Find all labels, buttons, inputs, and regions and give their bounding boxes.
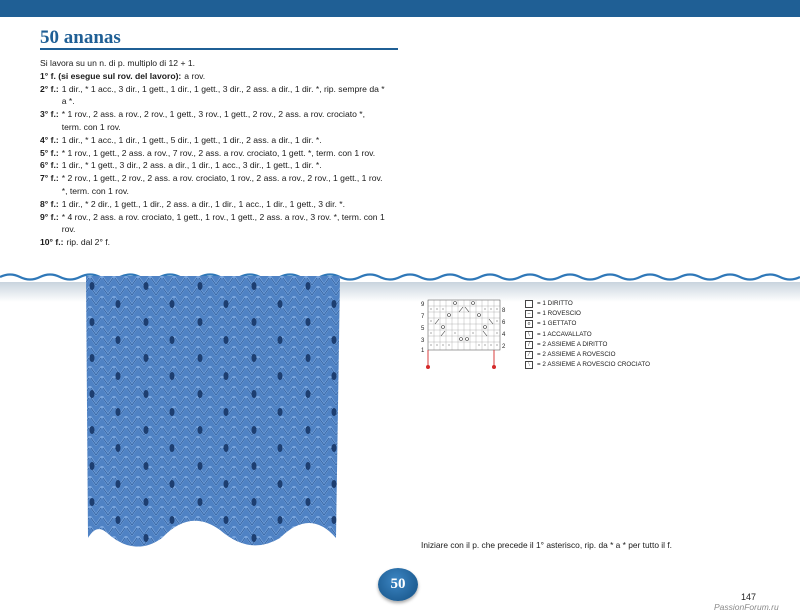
legend-label: = 2 ASSIEME A ROVESCIO (537, 350, 616, 358)
row-6 (40, 159, 385, 172)
chart-row-5: 5 (421, 326, 425, 332)
row-label: 4° f.: (40, 134, 59, 145)
legend-label: = 1 ACCAVALLATO (537, 330, 592, 338)
legend-item (525, 340, 650, 350)
row-text: 1 dir., * 1 gett., 3 dir., 2 ass. a dir., 1 dir., 1 acc., 3 dir., 1 gett., 1 dir. *. (61, 160, 322, 171)
row-label: 6° f.: (40, 160, 59, 171)
row-7 (40, 172, 385, 198)
slash-square-icon: / (525, 341, 533, 349)
row-label: 7° f.: (40, 173, 59, 184)
row-9 (40, 211, 385, 237)
chart-row-2: 2 (502, 344, 506, 350)
pattern-title (40, 27, 121, 49)
legend-label: = 2 ASSIEME A DIRITTO (537, 340, 608, 348)
row-8 (40, 198, 385, 211)
watermark: PassionForum.ru (714, 602, 779, 612)
row-4 (40, 134, 385, 147)
chart-row-4: 4 (502, 332, 506, 338)
instructions-block (40, 57, 385, 249)
row-text: 1 dir., * 1 acc., 3 dir., 1 gett., 1 dir., 1 gett., 3 dir., 2 ass. a dir., 1 dir. *, rip. sempre da * a *. (61, 83, 385, 107)
chart-legend (525, 299, 650, 370)
legend-item (525, 309, 650, 319)
legend-label: = 1 ROVESCIO (537, 310, 581, 318)
row-3 (40, 108, 385, 134)
page-number: 147 (741, 592, 757, 602)
dash-backslash-square-icon: ⧵ (525, 361, 533, 369)
title-divider (40, 48, 398, 50)
circle-square-icon: o (525, 320, 533, 328)
legend-item (525, 299, 650, 309)
dash-square-icon: – (525, 310, 533, 318)
chart-row-7: 7 (421, 314, 425, 320)
row-label: 2° f.: (40, 83, 59, 94)
row-label: 5° f.: (40, 147, 59, 158)
pattern-note: Iniziare con il p. che precede il 1° asterisco, rip. da * a * per tutto il f. (421, 540, 673, 550)
pattern-number-badge: 50 (378, 568, 418, 601)
row-text: * 1 rov., 2 ass. a rov., 2 rov., 1 gett., 3 rov., 1 gett., 2 rov., 2 ass. a rov. crociato *, term. con 1 rov. (61, 109, 366, 132)
legend-item (525, 360, 650, 370)
chart-row-1: 1 (421, 348, 425, 354)
top-banner (0, 0, 800, 17)
row-text: a rov. (184, 70, 206, 81)
row-label: 3° f.: (40, 109, 59, 120)
row-text: * 2 rov., 1 gett., 2 rov., 2 ass. a rov. crociato, 1 rov., 2 ass. a rov., 2 rov., 1 gett., 1 rov. *, term. con 1 rov. (61, 173, 383, 196)
chart-row-3: 3 (421, 338, 425, 344)
knitting-chart (418, 298, 518, 370)
pattern-name: ananas (63, 27, 121, 48)
row-2 (40, 83, 385, 109)
row-label: 1° f. (si esegue sul rov. del lavoro): (40, 70, 182, 81)
legend-label: = 1 GETTATO (537, 320, 577, 328)
dash-slash-square-icon: ⁄ (525, 351, 533, 359)
row-text: 1 dir., * 2 dir., 1 gett., 1 dir., 2 ass. a dir., 1 dir., 1 acc., 1 dir., 1 gett., 3 dir. *. (61, 198, 345, 209)
legend-label: = 1 DIRITTO (537, 300, 573, 307)
row-label: 9° f.: (40, 211, 59, 222)
blank-square-icon (525, 300, 533, 308)
knit-swatch-photo (78, 276, 348, 558)
row-text: * 4 rov., 2 ass. a rov. crociato, 1 gett., 1 rov., 1 gett., 2 ass. a rov., 3 rov. *, term. con 1 rov. (61, 211, 385, 235)
row-label: 8° f.: (40, 198, 59, 209)
row-label: 10° f.: (40, 237, 64, 248)
asterisk-marker-left (426, 365, 430, 369)
legend-label: = 2 ASSIEME A ROVESCIO CROCIATO (537, 361, 650, 369)
row-5 (40, 147, 385, 160)
legend-item (525, 350, 650, 360)
repeat-markers (426, 350, 496, 369)
pattern-number: 50 (40, 27, 59, 48)
backslash-square-icon: \ (525, 331, 533, 339)
row-10 (40, 236, 385, 249)
chart-row-9: 9 (421, 302, 425, 308)
chart-row-8: 8 (502, 308, 506, 314)
row-text: * 1 rov., 1 gett., 2 ass. a rov., 7 rov., 2 ass. a rov. crociato, 1 gett. *, term. con 1 rov. (61, 147, 376, 158)
legend-item (525, 330, 650, 340)
asterisk-marker-right (492, 365, 496, 369)
chart-row-6: 6 (502, 320, 506, 326)
row-1 (40, 70, 385, 83)
row-text: 1 dir., * 1 acc., 1 dir., 1 gett., 5 dir., 1 gett., 1 dir., 2 ass. a dir., 1 dir. *. (61, 134, 322, 145)
legend-item (525, 319, 650, 329)
intro-text: Si lavora su un n. di p. multiplo di 12 + 1. (40, 58, 196, 68)
row-text: rip. dal 2° f. (66, 237, 111, 248)
